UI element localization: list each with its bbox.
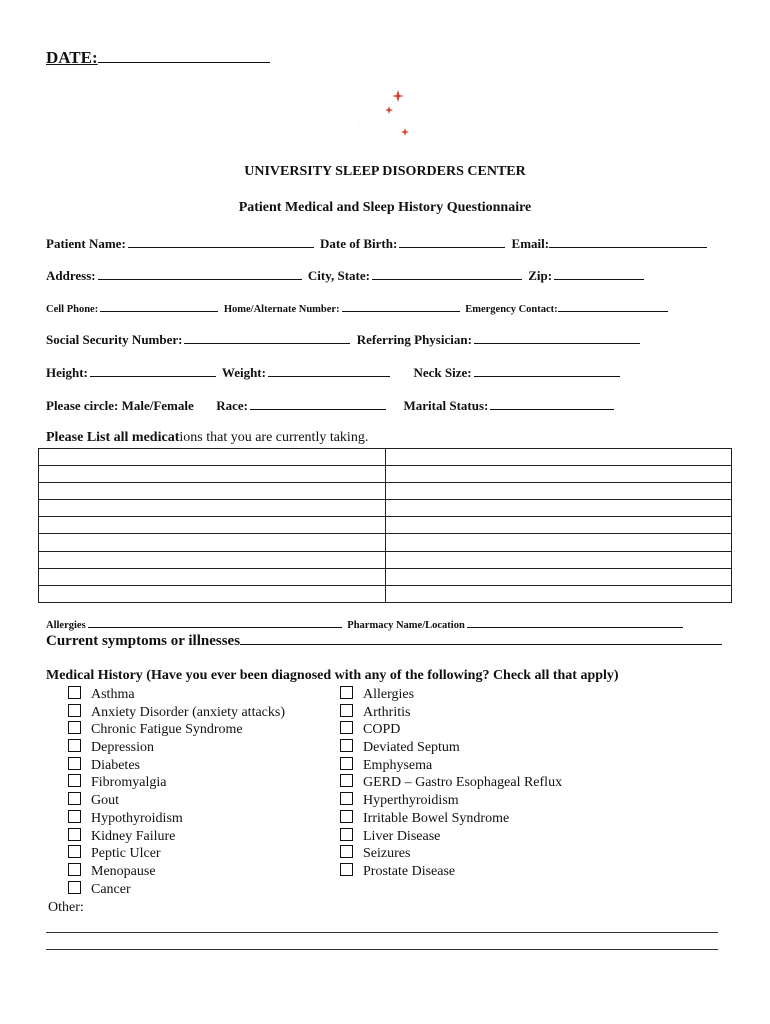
checkbox-item [340, 828, 562, 846]
checkbox-item [340, 810, 562, 828]
medication-cell[interactable] [39, 449, 386, 466]
address-label: Address: [46, 268, 96, 283]
pharmacy-label: Pharmacy Name/Location [347, 620, 465, 631]
checkbox-label: Fibromyalgia [91, 775, 167, 791]
checkbox-label: Irritable Bowel Syndrome [363, 810, 510, 826]
checkbox-item [68, 686, 285, 704]
cell-phone-label: Cell Phone: [46, 304, 99, 315]
symptoms-input[interactable] [240, 632, 722, 645]
medication-cell[interactable] [39, 551, 386, 568]
checkbox-label: Cancer [91, 881, 131, 897]
checkbox-item [340, 845, 562, 863]
checkbox[interactable] [68, 721, 81, 734]
row-body [46, 365, 623, 381]
center-title: UNIVERSITY SLEEP DISORDERS CENTER [244, 164, 526, 179]
city-state-label: City, State: [307, 268, 370, 283]
checkbox-item [340, 704, 562, 722]
checkbox-item [340, 863, 562, 881]
medication-cell[interactable] [39, 500, 386, 517]
checkbox[interactable] [68, 845, 81, 858]
weight-input[interactable] [268, 365, 390, 377]
medication-cell[interactable] [386, 466, 732, 483]
checkbox-label: Allergies [363, 687, 415, 702]
checkbox[interactable] [340, 792, 353, 805]
checkbox-item [68, 774, 285, 792]
referring-label: Referring Physician: [356, 332, 472, 347]
checkbox-label: Anxiety Disorder (anxiety attacks) [91, 704, 285, 720]
please-circle-label: Please circle: [46, 398, 119, 413]
checkbox-label: Deviated Septum [363, 740, 460, 756]
allergies-label: Allergies [46, 620, 86, 631]
table-row [39, 483, 732, 500]
medication-cell[interactable] [386, 568, 732, 585]
checkbox[interactable] [68, 810, 81, 823]
checkbox-label: Arthritis [363, 704, 411, 720]
zip-input[interactable] [554, 268, 644, 280]
marital-label: Marital Status: [403, 398, 489, 413]
race-input[interactable] [250, 398, 386, 410]
row-name [46, 236, 710, 252]
medication-cell[interactable] [386, 483, 732, 500]
date-input-line[interactable] [98, 48, 270, 63]
checkbox-item [68, 704, 285, 722]
allergies-input[interactable] [88, 618, 342, 628]
emergency-input[interactable] [558, 302, 668, 312]
checkbox[interactable] [68, 757, 81, 770]
checkbox[interactable] [340, 810, 353, 823]
medication-cell[interactable] [386, 500, 732, 517]
table-row [39, 534, 732, 551]
checkbox-label: Emphysema [363, 757, 433, 773]
table-row [39, 568, 732, 585]
row-address [46, 268, 647, 284]
table-row [39, 466, 732, 483]
checkbox-label: GERD – Gastro Esophageal Reflux [363, 775, 563, 791]
checkbox[interactable] [340, 704, 353, 717]
checkbox-item [68, 739, 285, 757]
checkbox-label: Hyperthyroidism [363, 793, 459, 809]
checkbox-item [340, 774, 562, 792]
checkbox-item [68, 792, 285, 810]
checkbox-label: Diabetes [91, 757, 140, 773]
medication-cell[interactable] [39, 517, 386, 534]
medication-cell[interactable] [386, 585, 732, 602]
sex-option[interactable]: Male/Female [121, 398, 194, 413]
checkbox-label: Chronic Fatigue Syndrome [91, 722, 243, 738]
checkbox[interactable] [340, 721, 353, 734]
checkbox-label: Peptic Ulcer [91, 846, 161, 862]
neck-label: Neck Size: [413, 365, 472, 380]
checkbox-label: Hypothyroidism [91, 810, 183, 826]
checkbox[interactable] [340, 686, 353, 699]
checkbox-label: Liver Disease [363, 828, 441, 844]
row-demographics [46, 398, 617, 414]
ssn-input[interactable] [184, 332, 350, 344]
height-label: Height: [46, 365, 88, 380]
checkbox-item [68, 810, 285, 828]
medication-cell[interactable] [386, 534, 732, 551]
symptoms-label: Current symptoms or illnesses [46, 633, 241, 649]
checkbox[interactable] [68, 739, 81, 752]
row-phones [46, 302, 671, 315]
table-row [39, 517, 732, 534]
medications-prompt-rest: ions that you are currently taking. [179, 430, 369, 445]
email-label: Email: [511, 236, 550, 251]
referring-input[interactable] [474, 332, 640, 344]
checkbox-label: Prostate Disease [363, 863, 456, 879]
checkbox[interactable] [68, 704, 81, 717]
ssn-label: Social Security Number: [46, 332, 183, 347]
checkbox[interactable] [68, 828, 81, 841]
checkbox[interactable] [68, 881, 81, 894]
medication-cell[interactable] [39, 466, 386, 483]
form-subtitle: Patient Medical and Sleep History Questionnaire [238, 200, 532, 215]
other-input-line-2[interactable] [46, 949, 718, 950]
other-input-line-1[interactable] [46, 932, 718, 933]
dob-input[interactable] [399, 236, 505, 248]
table-row [39, 500, 732, 517]
checkbox[interactable] [68, 686, 81, 699]
checkbox-label: Asthma [91, 687, 135, 702]
pharmacy-input[interactable] [467, 618, 683, 628]
date-field [46, 48, 270, 68]
city-state-input[interactable] [372, 268, 522, 280]
checkbox-item [68, 828, 285, 846]
race-label: Race: [216, 398, 249, 413]
checkbox-item [340, 686, 562, 704]
medication-cell[interactable] [386, 449, 732, 466]
marital-input[interactable] [490, 398, 614, 410]
checkbox-label: Kidney Failure [91, 828, 176, 844]
home-alt-input[interactable] [342, 302, 460, 312]
checkbox-label: Gout [91, 793, 119, 809]
medications-table [38, 448, 732, 603]
medication-cell[interactable] [39, 534, 386, 551]
height-input[interactable] [90, 365, 216, 377]
patient-name-label: Patient Name: [46, 236, 126, 251]
checkbox[interactable] [68, 863, 81, 876]
checkbox[interactable] [340, 757, 353, 770]
checkbox-item [68, 845, 285, 863]
checkbox-item [68, 881, 285, 899]
medication-cell[interactable] [386, 517, 732, 534]
checkbox-item [68, 757, 285, 775]
cell-phone-input[interactable] [100, 302, 218, 312]
date-label: DATE: [46, 48, 98, 67]
medical-history-right-column [340, 686, 562, 881]
home-alt-label: Home/Alternate Number: [223, 304, 340, 315]
row-ssn [46, 332, 643, 348]
dob-label: Date of Birth: [320, 236, 398, 251]
patient-name-input[interactable] [128, 236, 314, 248]
medication-cell[interactable] [39, 483, 386, 500]
checkbox-label: Menopause [91, 863, 156, 879]
medical-history-left-column [68, 686, 285, 898]
address-input[interactable] [98, 268, 302, 280]
emergency-label: Emergency Contact: [465, 304, 558, 315]
checkbox-label: COPD [363, 722, 401, 738]
table-row [39, 449, 732, 466]
checkbox[interactable] [68, 792, 81, 805]
medical-history-heading: Medical History (Have you ever been diagnosed with any of the following? Check all that apply) [46, 668, 619, 683]
checkbox-item [340, 792, 562, 810]
checkbox[interactable] [340, 845, 353, 858]
checkbox-label: Depression [91, 740, 154, 756]
checkbox[interactable] [68, 774, 81, 787]
medication-cell[interactable] [386, 551, 732, 568]
neck-input[interactable] [474, 365, 620, 377]
table-row [39, 551, 732, 568]
checkbox-item [68, 721, 285, 739]
checkbox-item [340, 739, 562, 757]
email-input[interactable] [549, 236, 707, 248]
checkbox[interactable] [340, 774, 353, 787]
crescent-moon-stars-icon [350, 86, 420, 162]
medications-prompt [46, 430, 368, 446]
other-label: Other: [48, 900, 84, 915]
checkbox-item [340, 757, 562, 775]
medication-cell[interactable] [39, 568, 386, 585]
checkbox[interactable] [340, 739, 353, 752]
row-symptoms [46, 632, 725, 650]
table-row [39, 585, 732, 602]
checkbox[interactable] [340, 863, 353, 876]
row-allergies [46, 618, 686, 631]
weight-label: Weight: [221, 365, 266, 380]
checkbox-item [68, 863, 285, 881]
zip-label: Zip: [528, 268, 553, 283]
medications-prompt-bold: Please List all medicat [46, 430, 180, 445]
checkbox-label: Seizures [363, 846, 411, 862]
checkbox-item [340, 721, 562, 739]
medication-cell[interactable] [39, 585, 386, 602]
checkbox[interactable] [340, 828, 353, 841]
